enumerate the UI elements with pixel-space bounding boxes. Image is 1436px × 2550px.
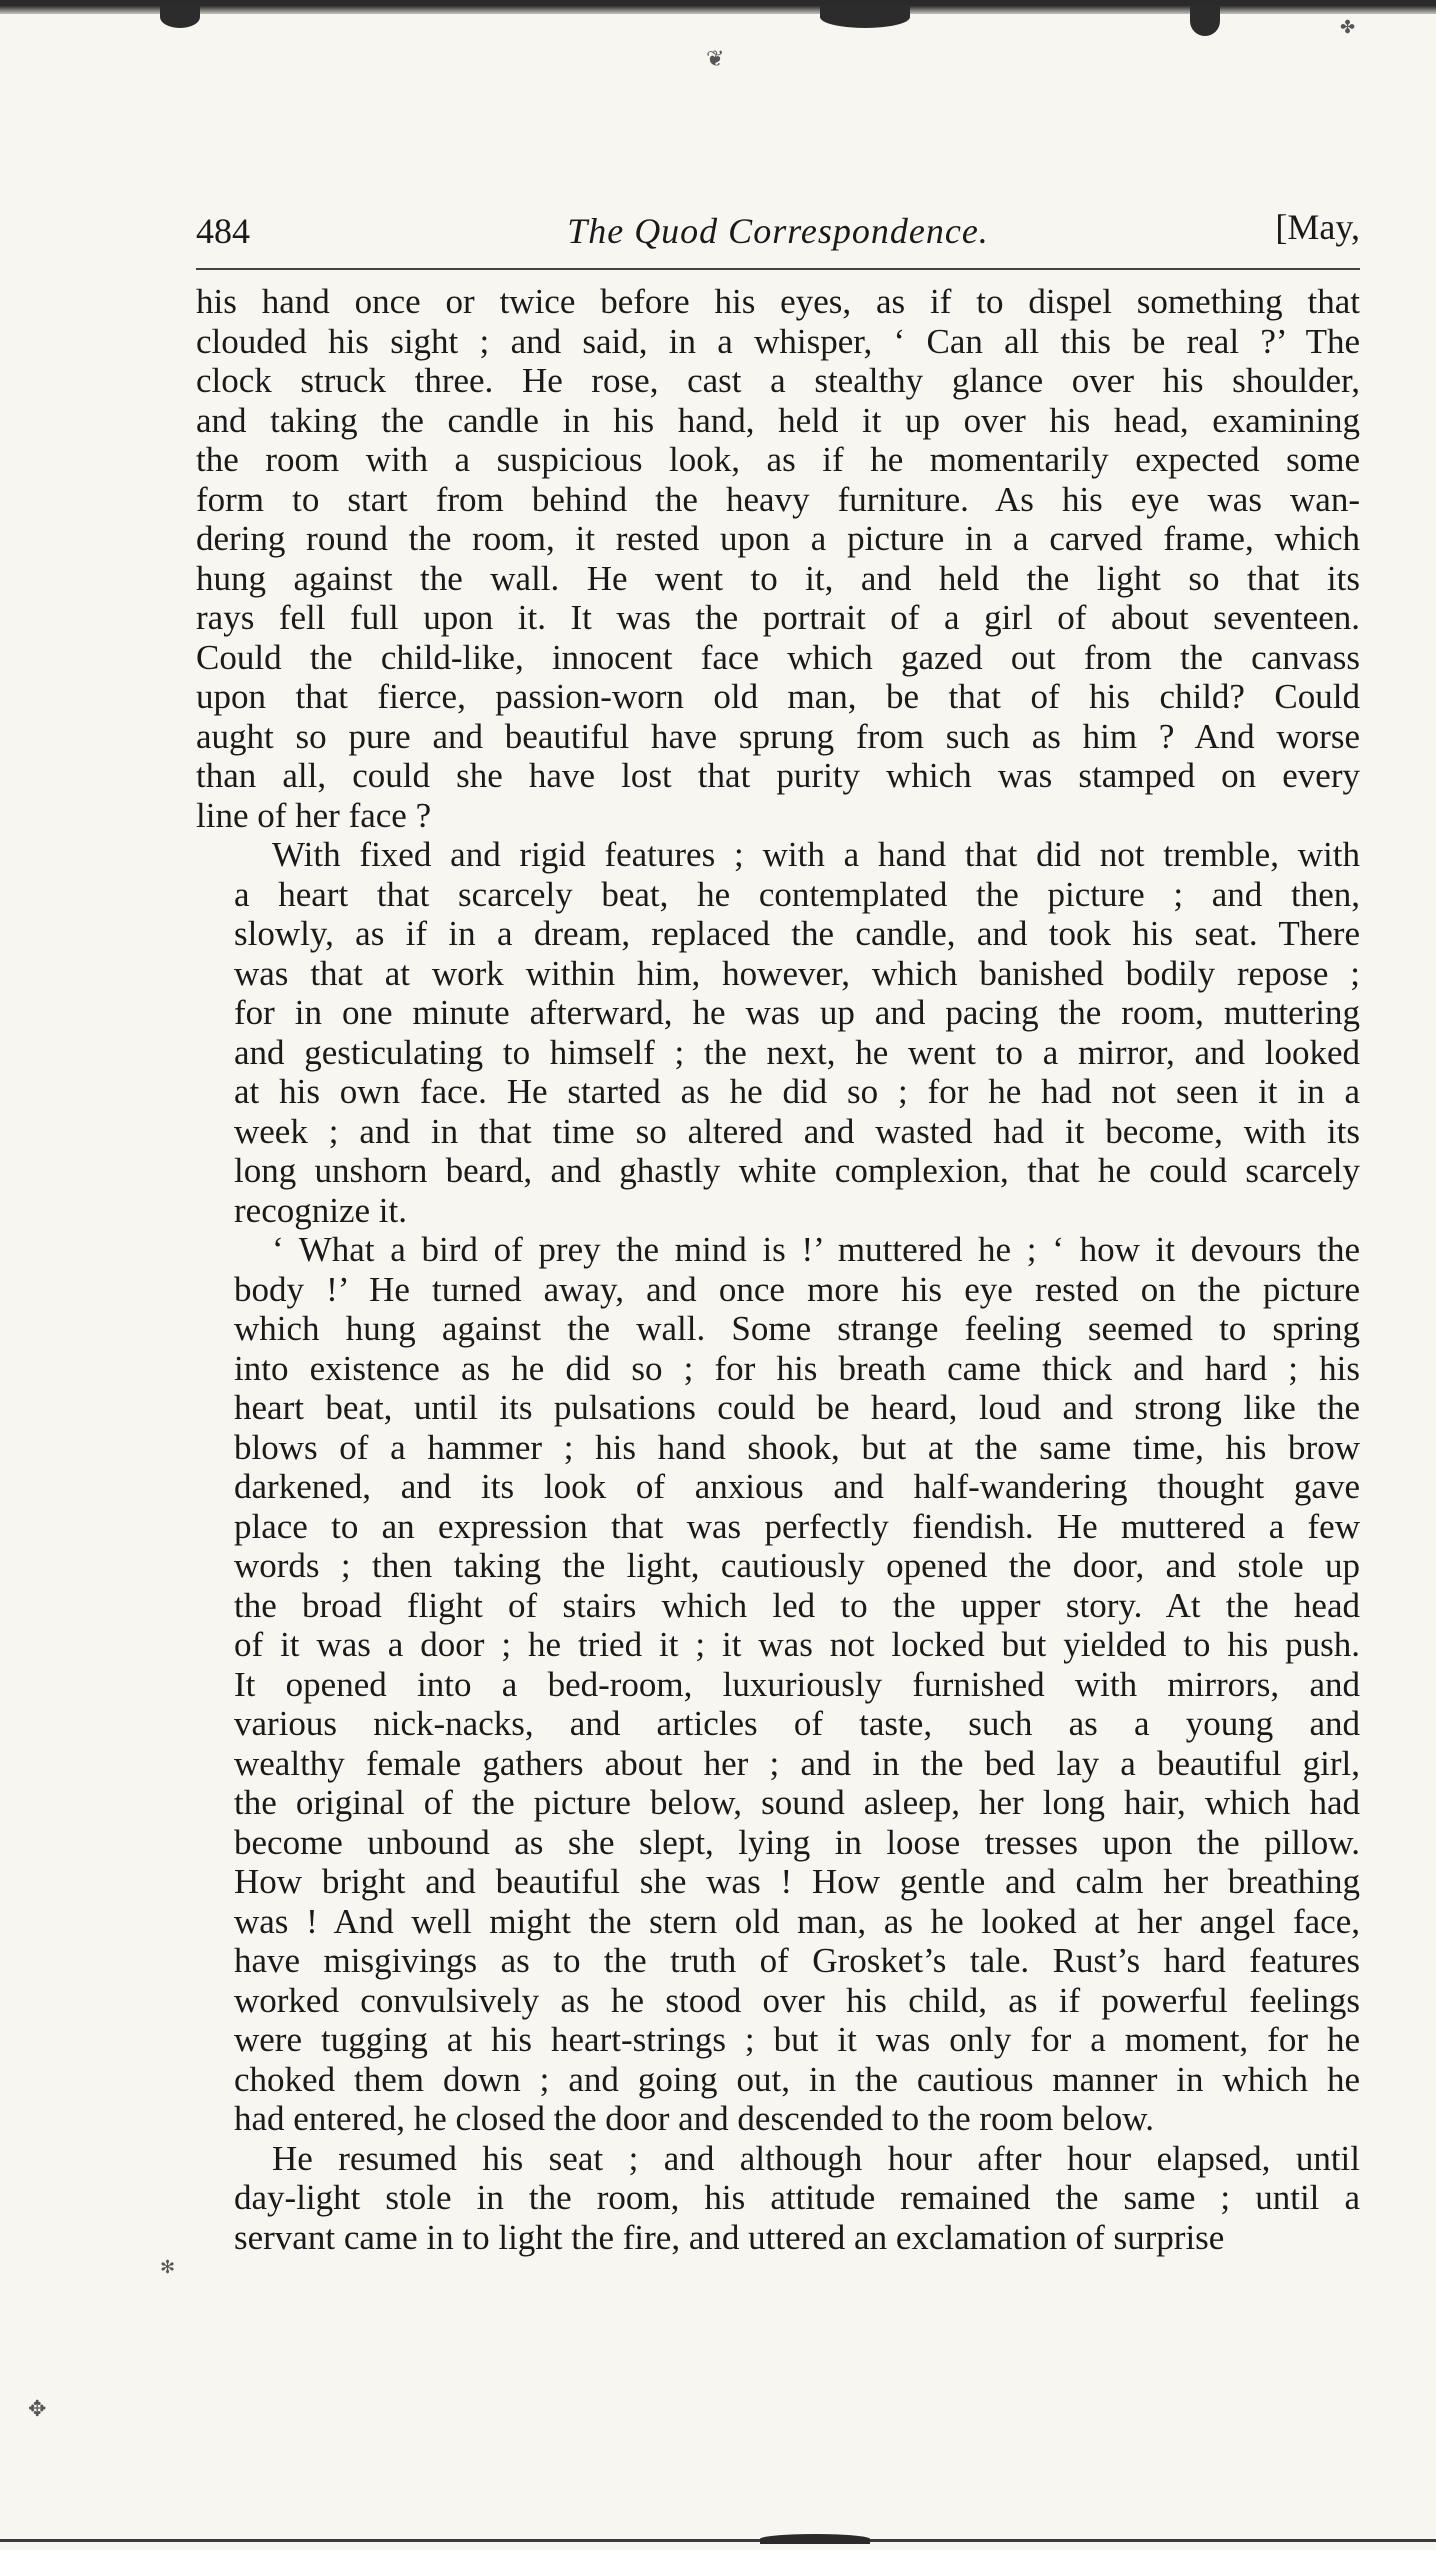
text-line: was ! And well might the stern old man, as he looked at her angel face,: [234, 1901, 1360, 1941]
text-line: which hung against the wall. Some strange feeling seemed to spring: [234, 1309, 1360, 1348]
text-line: the broad flight of stairs which led to the upper story. At the head: [234, 1585, 1360, 1625]
text-line: various nick-nacks, and articles of taste, such as a young and: [234, 1704, 1360, 1743]
header-date: [May,: [1275, 207, 1360, 247]
paragraph: [196, 1230, 1360, 2139]
text-line: clouded his sight ; and said, in a whisper, ‘ Can all this be real ?’ The: [196, 321, 1360, 361]
text-line: blows of a hammer ; his hand shook, but at the same time, his brow: [234, 1427, 1360, 1467]
paragraph: [196, 282, 1360, 835]
text-line: place to an expression that was perfectly fiendish. He muttered a few: [234, 1506, 1360, 1546]
text-line: wealthy female gathers about her ; and in the bed lay a beautiful girl,: [234, 1743, 1360, 1783]
page-top-edge: [0, 0, 1436, 14]
ink-speck: ✥: [28, 2396, 47, 2421]
text-line: a heart that scarcely beat, he contemplated the picture ; and then,: [234, 874, 1360, 914]
text-line: into existence as he did so ; for his breath came thick and hard ; his: [234, 1348, 1360, 1388]
text-line: rays fell full upon it. It was the portrait of a girl of about seventeen.: [196, 598, 1360, 637]
ink-blot: [820, 6, 910, 28]
ink-speck: ✤: [1340, 17, 1356, 37]
text-line: dering round the room, it rested upon a picture in a carved frame, which: [196, 519, 1360, 558]
text-line: slowly, as if in a dream, replaced the candle, and took his seat. There: [234, 914, 1360, 953]
text-line: of it was a door ; he tried it ; it was not locked but yielded to his push.: [234, 1625, 1360, 1664]
text-line: for in one minute afterward, he was up and pacing the room, muttering: [234, 993, 1360, 1032]
page-number: 484: [196, 211, 250, 251]
text-line: Could the child-like, innocent face which gazed out from the canvass: [196, 637, 1360, 677]
ink-blot: [760, 2534, 870, 2544]
text-line: clock struck three. He rose, cast a stealthy glance over his shoulder,: [196, 361, 1360, 400]
text-line: aught so pure and beautiful have sprung from such as him ? And worse: [196, 716, 1360, 756]
text-line: hung against the wall. He went to it, and held the light so that its: [196, 558, 1360, 598]
text-line: heart beat, until its pulsations could be heard, loud and strong like the: [234, 1388, 1360, 1427]
text-line: body !’ He turned away, and once more his eye rested on the picture: [234, 1269, 1360, 1309]
text-line: With fixed and rigid features ; with a hand that did not tremble, with: [272, 835, 1360, 874]
ink-speck: ❦: [706, 46, 725, 71]
paragraph: [196, 2139, 1360, 2258]
text-line: his hand once or twice before his eyes, as if to dispel something that: [196, 282, 1360, 321]
text-line: How bright and beautiful she was ! How gentle and calm her breathing: [234, 1862, 1360, 1901]
text-line: choked them down ; and going out, in the cautious manner in which he: [234, 2059, 1360, 2099]
ink-blot: [160, 6, 200, 28]
ink-speck: ✻: [160, 2257, 176, 2277]
text-line: at his own face. He started as he did so ; for he had not seen it in a: [234, 1072, 1360, 1111]
text-line: line of her face ?: [196, 795, 432, 835]
body-text: [196, 282, 1360, 2257]
page-bottom-edge: [0, 2539, 1436, 2542]
text-line: recognize it.: [234, 1190, 407, 1230]
ink-blot: [1190, 6, 1220, 36]
text-line: long unshorn beard, and ghastly white complexion, that he could scarcely: [234, 1151, 1360, 1190]
text-line: He resumed his seat ; and although hour after hour elapsed, until: [272, 2138, 1360, 2178]
text-line: words ; then taking the light, cautiously opened the door, and stole up: [234, 1546, 1360, 1585]
header-rule: [196, 268, 1360, 270]
text-line: ‘ What a bird of prey the mind is !’ muttered he ; ‘ how it devours the: [272, 1230, 1360, 1269]
text-line: week ; and in that time so altered and wasted had it become, with its: [234, 1111, 1360, 1151]
text-line: become unbound as she slept, lying in loose tresses upon the pillow.: [234, 1822, 1360, 1862]
text-line: than all, could she have lost that purity which was stamped on every: [196, 756, 1360, 795]
text-line: had entered, he closed the door and descended to the room below.: [234, 2099, 1155, 2138]
text-line: darkened, and its look of anxious and half-wandering thought gave: [234, 1467, 1360, 1506]
text-line: servant came in to light the fire, and uttered an exclamation of surprise: [234, 2217, 1225, 2257]
text-line: was that at work within him, however, which banished bodily repose ;: [234, 953, 1360, 993]
text-line: and gesticulating to himself ; the next, he went to a mirror, and looked: [234, 1032, 1360, 1072]
journal-title: The Quod Correspondence.: [567, 211, 989, 251]
text-line: worked convulsively as he stood over his child, as if powerful feelings: [234, 1980, 1360, 2020]
text-line: form to start from behind the heavy furniture. As his eye was wan-: [196, 479, 1360, 519]
text-line: the original of the picture below, sound asleep, her long hair, which had: [234, 1783, 1360, 1822]
text-line: upon that fierce, passion-worn old man, be that of his child? Could: [196, 677, 1360, 716]
text-line: and taking the candle in his hand, held it up over his head, examining: [196, 400, 1360, 440]
running-head: [196, 200, 1360, 260]
text-line: have misgivings as to the truth of Grosket’s tale. Rust’s hard features: [234, 1941, 1360, 1980]
text-line: day-light stole in the room, his attitude remained the same ; until a: [234, 2178, 1360, 2217]
paragraph: [196, 835, 1360, 1230]
text-line: were tugging at his heart-strings ; but it was only for a moment, for he: [234, 2020, 1360, 2059]
text-line: the room with a suspicious look, as if he momentarily expected some: [196, 440, 1360, 479]
text-line: It opened into a bed-room, luxuriously furnished with mirrors, and: [234, 1664, 1360, 1704]
